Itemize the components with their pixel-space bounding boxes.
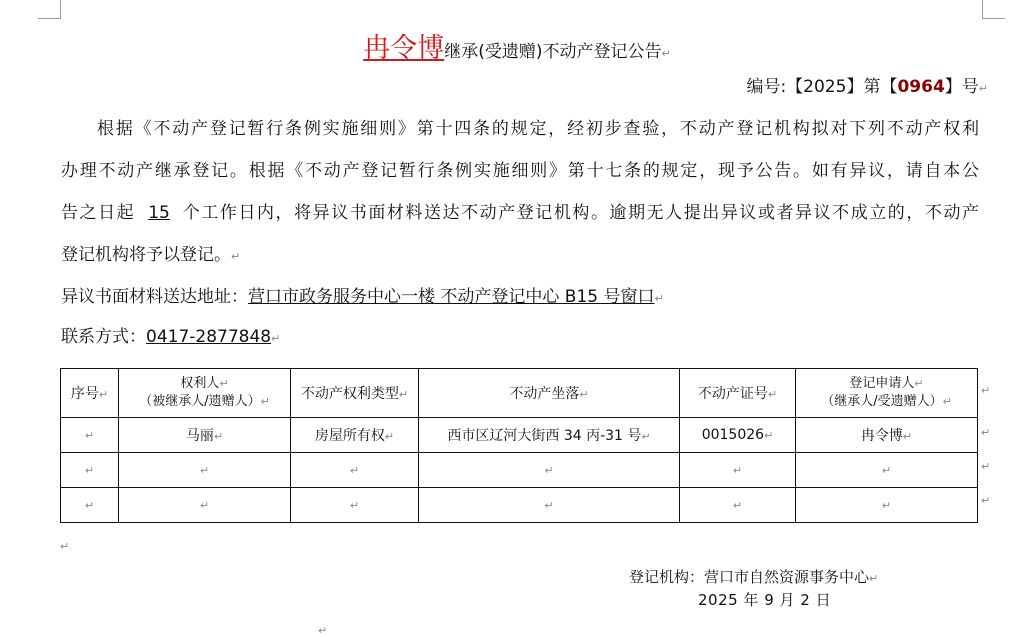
table-header-row — [61, 369, 978, 418]
paragraph-mark: ↵ — [978, 82, 988, 95]
paragraph-line-3 — [61, 198, 979, 223]
cell-applicant: ↵ — [796, 488, 978, 523]
header-holder: 权利人↵ （被继承人/遗赠人）↵ — [119, 369, 291, 418]
cell-right-type: ↵ — [291, 453, 419, 488]
paragraph-line-2: 办理不动产继承登记。根据《不动产登记暂行条例实施细则》第十七条的规定，现予公告。如有异议，请自本公 — [61, 161, 979, 181]
paragraph-line-1: 根据《不动产登记暂行条例实施细则》第十四条的规定，经初步查验，不动产登记机构拟对下列不动产权利 — [97, 119, 979, 139]
cell-cert-no: ↵ — [680, 453, 796, 488]
objection-address — [61, 282, 664, 307]
serial-suffix: 】号 — [944, 77, 979, 97]
contact-info — [61, 322, 280, 347]
cell-seq: ↵ — [61, 488, 119, 523]
contact-value: 0417-2877848 — [146, 327, 272, 347]
title-name: 冉令博 — [363, 33, 445, 64]
header-cert-no: 不动产证号↵ — [680, 369, 796, 418]
cell-seq: ↵ — [61, 453, 119, 488]
line3-before: 告之日起 — [61, 203, 136, 223]
cell-applicant: 冉令博↵ — [796, 418, 978, 453]
line3-after: 个工作日内，将异议书面材料送达不动产登记机构。逾期无人提出异议或者异议不成立的，不动产 — [182, 203, 980, 223]
registration-table — [60, 368, 978, 523]
paragraph-mark: ↵ — [60, 540, 70, 553]
paragraph-mark: ↵ — [231, 250, 241, 263]
page-corner-mark-left — [38, 0, 61, 19]
cell-applicant: ↵ — [796, 453, 978, 488]
serial-number-line — [746, 72, 988, 97]
table-row — [61, 453, 978, 488]
row-end-mark: ↵ — [981, 384, 991, 397]
cell-holder: ↵ — [119, 488, 291, 523]
cell-seq: ↵ — [61, 418, 119, 453]
cell-holder: ↵ — [119, 453, 291, 488]
document-title — [0, 26, 1034, 65]
header-location: 不动产坐落↵ — [419, 369, 680, 418]
serial-number: 0964 — [897, 77, 945, 97]
objection-days: 15 — [148, 203, 170, 223]
table-row — [61, 418, 978, 453]
paragraph-mark: ↵ — [654, 292, 664, 305]
cell-holder: 马丽↵ — [119, 418, 291, 453]
paragraph-mark: ↵ — [318, 624, 328, 637]
page-corner-mark-right — [982, 0, 1005, 19]
header-right-type: 不动产权利类型↵ — [291, 369, 419, 418]
row-end-mark: ↵ — [981, 460, 991, 473]
cell-right-type: 房屋所有权↵ — [291, 418, 419, 453]
registration-authority: 登记机构：营口市自然资源事务中心↵ — [629, 568, 879, 586]
cell-right-type: ↵ — [291, 488, 419, 523]
cell-location: ↵ — [419, 453, 680, 488]
contact-label: 联系方式： — [61, 327, 146, 347]
address-label: 异议书面材料送达地址： — [61, 287, 248, 307]
row-end-mark: ↵ — [981, 426, 991, 439]
notice-date: 2025 年 9 月 2 日 — [698, 591, 832, 609]
cell-cert-no: 0015026↵ — [680, 418, 796, 453]
title-text: 继承(受遗赠)不动产登记公告 — [444, 42, 662, 62]
paragraph-line-4 — [61, 240, 979, 265]
row-end-mark: ↵ — [981, 494, 991, 507]
header-seq: 序号↵ — [61, 369, 119, 418]
paragraph-mark: ↵ — [271, 332, 281, 345]
cell-location: 西市区辽河大街西 34 丙-31 号↵ — [419, 418, 680, 453]
line4-text: 登记机构将予以登记。 — [61, 245, 231, 265]
table-row — [61, 488, 978, 523]
address-value: 营口市政务服务中心一楼 不动产登记中心 B15 号窗口 — [248, 287, 655, 307]
cell-cert-no: ↵ — [680, 488, 796, 523]
header-applicant: 登记申请人↵ （继承人/受遗赠人）↵ — [796, 369, 978, 418]
cell-location: ↵ — [419, 488, 680, 523]
serial-prefix: 编号:【2025】第【 — [746, 77, 898, 97]
paragraph-mark: ↵ — [661, 47, 671, 60]
